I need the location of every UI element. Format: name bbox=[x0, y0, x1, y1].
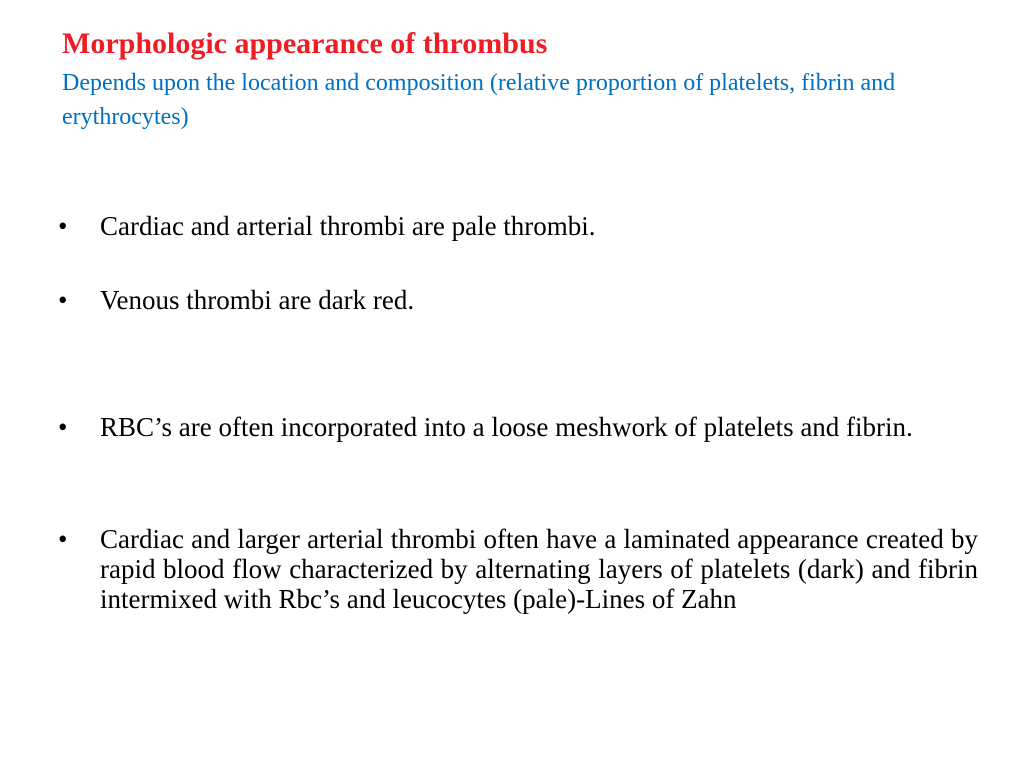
bullet-text: Cardiac and larger arterial thrombi often have a laminated appearance created by rapid blood flow characterized by alternating layers of platelets (dark) and fibrin intermixed with Rbc’s and leucocytes (pale)-Lines of Zahn bbox=[100, 524, 978, 614]
bullet-item bbox=[58, 524, 978, 614]
bullet-marker: • bbox=[58, 524, 68, 554]
slide-title: Morphologic appearance of thrombus bbox=[62, 27, 548, 60]
bullet-item bbox=[58, 409, 978, 445]
bullet-marker: • bbox=[58, 285, 68, 315]
bullet-item bbox=[58, 211, 978, 241]
bullet-text: Cardiac and arterial thrombi are pale thrombi. bbox=[100, 211, 596, 241]
bullet-marker: • bbox=[58, 211, 68, 241]
bullet-text: Venous thrombi are dark red. bbox=[100, 285, 415, 315]
bullet-text: RBC’s are often incorporated into a loose meshwork of platelets and fibrin. bbox=[100, 412, 913, 442]
slide-subtitle: Depends upon the location and composition (relative proportion of platelets, fibrin and erythrocytes) bbox=[62, 70, 896, 130]
bullet-item bbox=[58, 285, 978, 315]
bullet-marker: • bbox=[58, 412, 68, 442]
